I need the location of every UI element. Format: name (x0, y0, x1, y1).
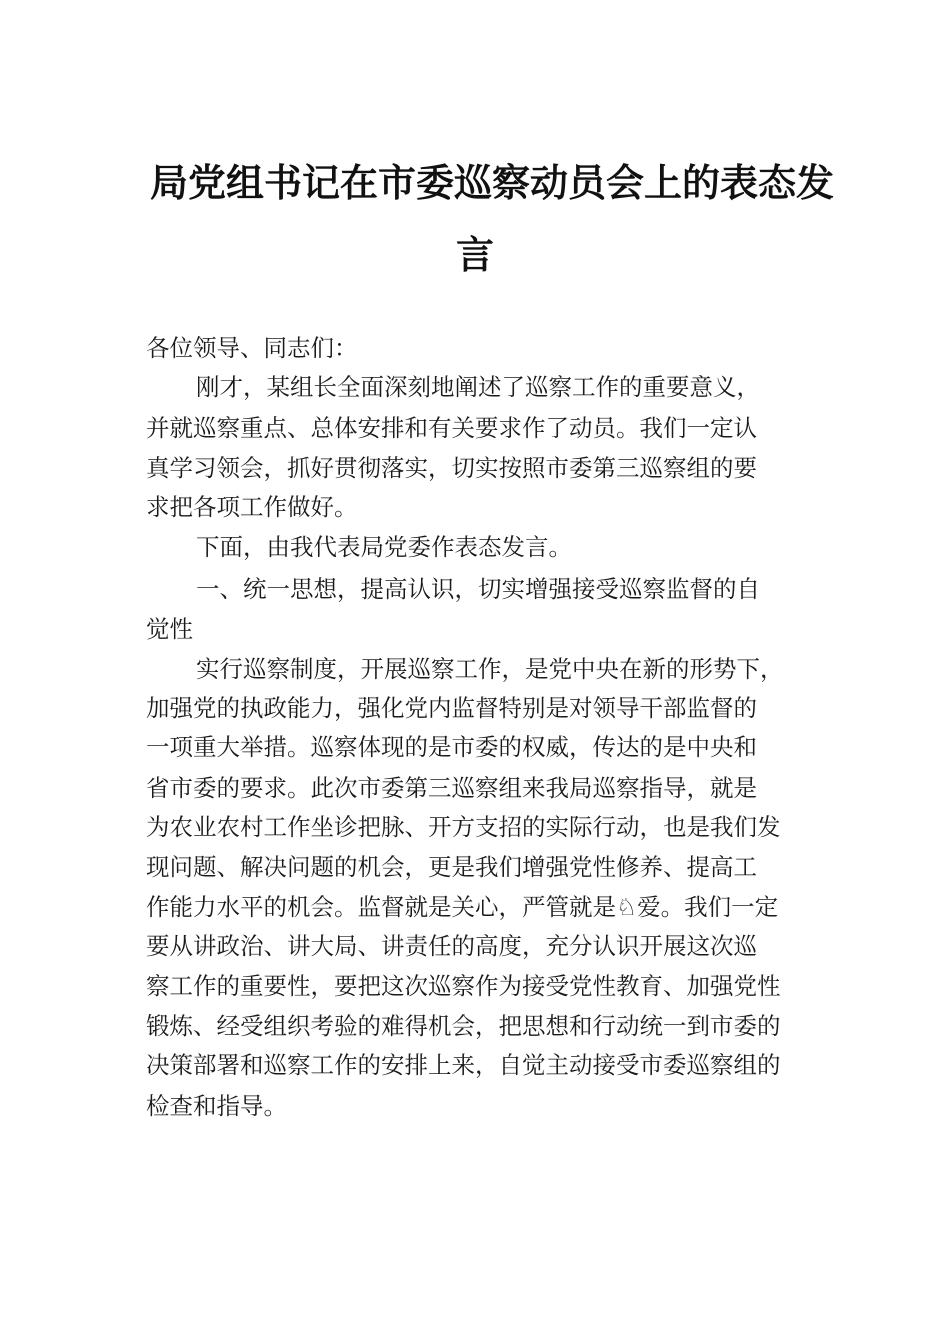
heading-1-line-2: 觉性 (146, 615, 193, 643)
document-title-line-2: 言 (455, 232, 494, 277)
paragraph-3-line-4: 省市委的要求。此次市委第三巡察组来我局巡察指导，就是 (146, 774, 757, 802)
document-title-line-1: 局党组书记在市委巡察动员会上的表态发 (150, 160, 835, 205)
paragraph-1-line-2: 并就巡察重点、总体安排和有关要求作了动员。我们一定认 (146, 414, 757, 442)
paragraph-3-line-11: 决策部署和巡察工作的安排上来，自觉主动接受市委巡察组的 (146, 1051, 781, 1079)
paragraph-1-line-3: 真学习领会，抓好贯彻落实，切实按照市委第三巡察组的要 (146, 454, 757, 482)
paragraph-3-line-1: 实行巡察制度，开展巡察工作，是党中央在新的形势下， (196, 655, 784, 683)
paragraph-3-line-6: 现问题、解决问题的机会，更是我们增强党性修养、提高工 (146, 853, 757, 881)
paragraph-3-line-10: 锻炼、经受组织考验的难得机会，把思想和行动统一到市委的 (146, 1012, 781, 1040)
paragraph-3-line-8: 要从讲政治、讲大局、讲责任的高度，充分认识开展这次巡 (146, 932, 757, 960)
paragraph-3-line-9: 察工作的重要性，要把这次巡察作为接受党性教育、加强党性 (146, 972, 781, 1000)
paragraph-3-line-3: 一项重大举措。巡察体现的是市委的权威，传达的是中央和 (146, 733, 757, 761)
paragraph-1-line-4: 求把各项工作做好。 (146, 493, 358, 521)
paragraph-3-line-2: 加强党的执政能力，强化党内监督特别是对领导干部监督的 (146, 694, 757, 722)
paragraph-2-line-1: 下面，由我代表局党委作表态发言。 (196, 533, 572, 561)
paragraph-1-line-1: 刚才，某组长全面深刻地阐述了巡察工作的重要意义， (196, 373, 760, 401)
paragraph-3-line-7: 作能力水平的机会。监督就是关心，严管就是♘爱。我们一定 (146, 893, 779, 921)
paragraph-3-line-5: 为农业农村工作坐诊把脉、开方支招的实际行动，也是我们发 (146, 813, 781, 841)
heading-1-line-1: 一、统一思想，提高认识，切实增强接受巡察监督的自 (196, 575, 760, 603)
paragraph-3-line-12: 检查和指导。 (146, 1092, 287, 1120)
salutation: 各位领导、同志们： (146, 334, 358, 362)
